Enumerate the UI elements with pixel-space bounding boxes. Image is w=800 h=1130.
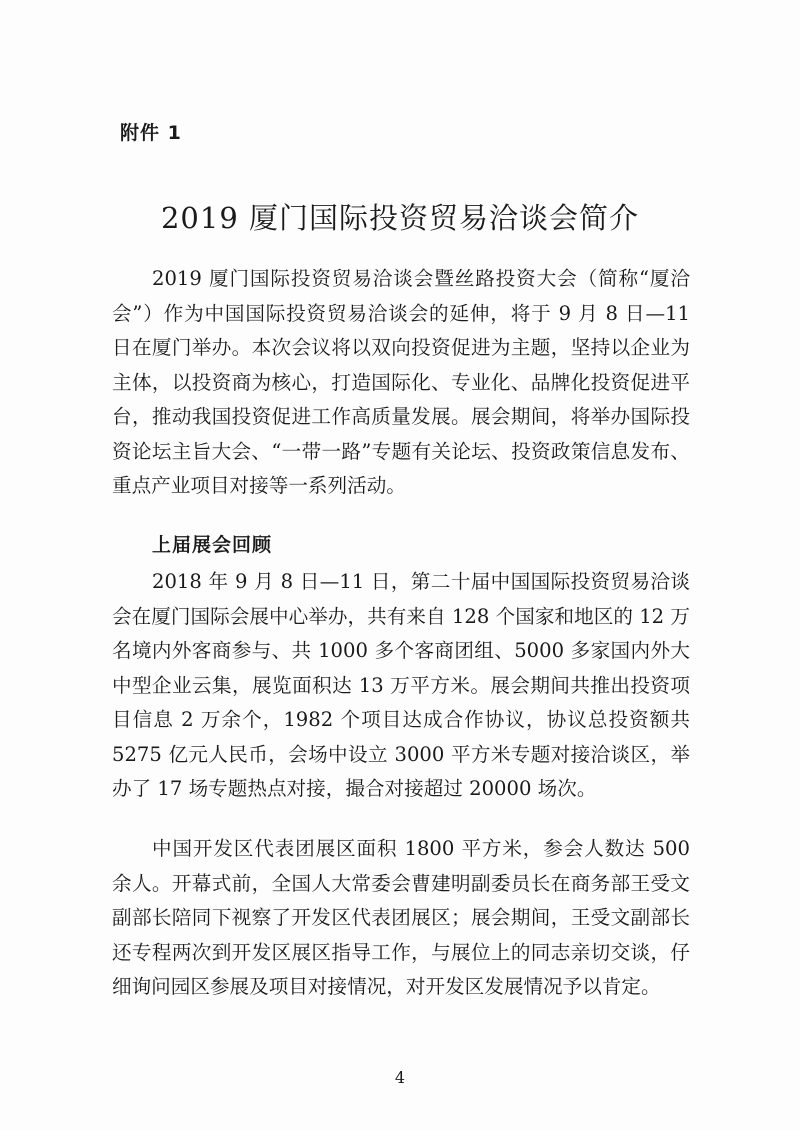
review-paragraph: 2018 年 9 月 8 日—11 日，第二十届中国国际投资贸易洽谈会在厦门国际会展中心举办，共有来自 128 个国家和地区的 12 万名境内外客商参与、共 1000 多个客商团组、5000 多家国内外大中型企业云集，展览面积达 13 万平方米。展会期间共推出投资项目信息 2 万余个，1982 个项目达成合作协议，协议总投资额共 5275 亿元人民币，会场中设立 3000 平方米专题对接洽谈区，举办了 17 场专题热点对接，撮合对接超过 20000 场次。 <box>112 570 690 800</box>
section-heading: 上届展会回顾 <box>152 534 273 556</box>
document-title: 2019 厦门国际投资贸易洽谈会简介 <box>160 201 640 235</box>
page-number: 4 <box>394 1068 406 1087</box>
attachment-label: 附件 1 <box>120 122 182 144</box>
development-zone-paragraph: 中国开发区代表团展区面积 1800 平方米，参会人数达 500 余人。开幕式前，全国人大常委会曹建明副委员长在商务部王受文副部长陪同下视察了开发区代表团展区；展会期间，王受文副部长还专程两次到开发区展区指导工作，与展位上的同志亲切交谈，仔细询问园区参展及项目对接情况，对开发区发展情况予以肯定。 <box>112 837 690 998</box>
intro-paragraph: 2019 厦门国际投资贸易洽谈会暨丝路投资大会（简称“厦洽会”）作为中国国际投资贸易洽谈会的延伸，将于 9 月 8 日—11 日在厦门举办。本次会议将以双向投资促进为主题，坚持以企业为主体，以投资商为核心，打造国际化、专业化、品牌化投资促进平台，推动我国投资促进工作高质量发展。展会期间，将举办国际投资论坛主旨大会、“一带一路”专题有关论坛、投资政策信息发布、重点产业项目对接等一系列活动。 <box>112 267 690 497</box>
